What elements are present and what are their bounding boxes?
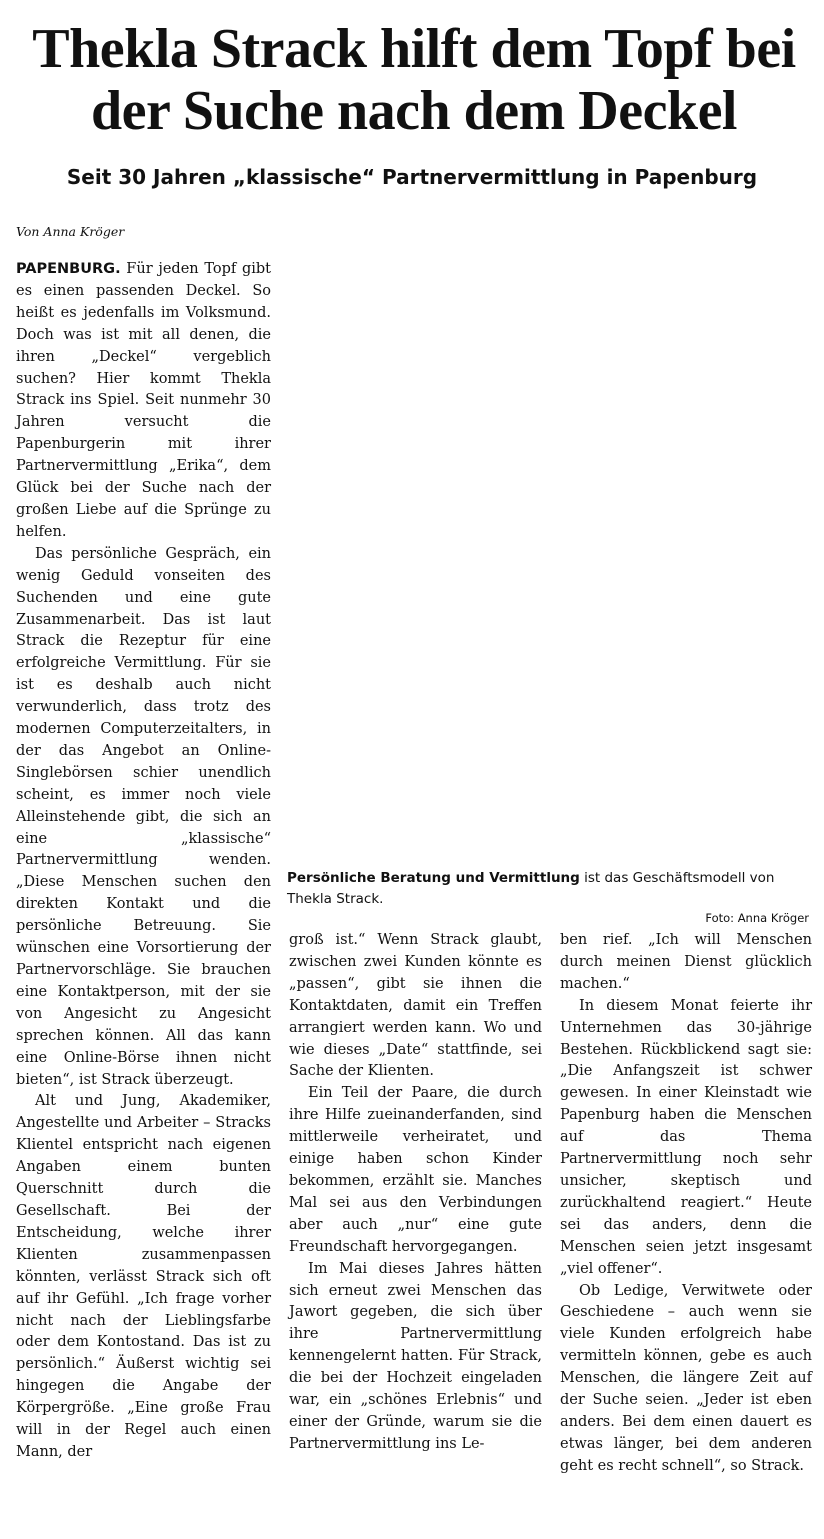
headline: Thekla Strack hilft dem Topf bei der Suche nach dem Deckel — [32, 18, 796, 142]
paragraph-1-text: Für jeden Topf gibt es einen passenden Deckel. So heißt es jedenfalls im Volksmund. Doch was ist mit all denen, die ihren „Deckel“ vergeblich suchen? Hier kommt Thekla Strack ins Spiel. Seit nunmehr 30 Jahren versucht die Papenburgerin mit ihrer Partnervermittlung „Erika“, dem Glück bei der Suche nach der großen Liebe auf die Sprünge zu helfen. — [16, 261, 271, 540]
dateline: PAPENBURG. — [16, 261, 121, 277]
column-2 — [289, 930, 542, 1456]
paragraph-7: ben rief. „Ich will Menschen durch meinen Dienst glücklich machen.“ — [560, 932, 812, 992]
photo-credit: Foto: Anna Kröger — [705, 911, 809, 925]
subheadline: Seit 30 Jahren „klassische“ Partnervermittlung in Papenburg — [66, 165, 758, 189]
article-photo — [287, 220, 809, 865]
byline: Von Anna Kröger — [16, 224, 125, 239]
caption-text: ist das Geschäftsmodell von Thekla Strack. — [287, 870, 775, 907]
paragraph-3: Alt und Jung, Akademiker, Angestellte und Arbeiter – Stracks Klientel entspricht nach eigenen Angaben einem bunten Querschnitt durch die Gesellschaft. Bei der Entscheidung, welche ihrer Klienten zusammenpassen könnten, verlässt Strack sich oft auf ihr Gefühl. „Ich frage vorher nicht nach der Lieblingsfarbe oder dem Kontostand. Das ist zu persönlich.“ Äußerst wichtig sei hingegen die Angabe der Körpergröße. „Eine große Frau will in der Regel auch einen Mann, der — [16, 1093, 271, 1460]
paragraph-4: groß ist.“ Wenn Strack glaubt, zwischen zwei Kunden könnte es „passen“, gibt sie ihnen die Kontaktdaten, damit ein Treffen arrangiert werden kann. Wo und wie dieses „Date“ stattfinde, sei Sache der Klienten. — [289, 932, 542, 1080]
paragraph-9: Ob Ledige, Verwitwete oder Geschiedene – auch wenn sie viele Kunden erfolgreich habe vermitteln können, gebe es auch Menschen, die längere Zeit auf der Suche seien. „Jeder ist eben anders. Bei dem einen dauert es etwas länger, bei dem anderen geht es recht schnell“, so Strack. — [560, 1282, 812, 1474]
paragraph-8: In diesem Monat feierte ihr Unternehmen das 30-jährige Bestehen. Rückblickend sagt sie: „Die Anfangszeit ist schwer gewesen. In einer Kleinstadt wie Papenburg haben die Menschen auf das Thema Partnervermittlung noch sehr unsicher, skeptisch und zurückhaltend reagiert.“ Heute sei das anders, denn die Menschen seien jetzt insgesamt „viel offener“. — [560, 997, 812, 1277]
column-1 — [16, 259, 271, 1464]
column-3 — [560, 930, 812, 1478]
paragraph-6: Im Mai dieses Jahres hätten sich erneut zwei Menschen das Jawort gegeben, die sich über ihre Partnervermittlung kennengelernt hatten. Für Strack, die bei der Hochzeit eingeladen war, ein „schönes Erlebnis“ und einer der Gründe, warum sie die Partnervermittlung ins Le- — [289, 1260, 542, 1452]
photo-caption — [287, 868, 809, 926]
paragraph-2: Das persönliche Gespräch, ein wenig Geduld vonseiten des Suchenden und eine gute Zusammenarbeit. Das ist laut Strack die Rezeptur für eine erfolgreiche Vermittlung. Für sie ist es deshalb auch nicht verwunderlich, dass trotz des modernen Computerzeitalters, in der das Angebot an Online-Singlebörsen schier unendlich scheint, es immer noch viele Alleinstehende gibt, die sich an eine „klassische“ Partnervermittlung wenden. „Diese Menschen suchen den direkten Kontakt und die persönliche Betreuung. Sie wünschen eine Vorsortierung der Partnervorschläge. Sie brauchen eine Kontaktperson, mit der sie von Angesicht zu Angesicht sprechen können. All das kann eine Online-Börse ihnen nicht bieten“, ist Strack überzeugt. — [16, 545, 271, 1088]
paragraph-5: Ein Teil der Paare, die durch ihre Hilfe zueinanderfanden, sind mittlerweile verheiratet, und einige haben schon Kinder bekommen, erzählt sie. Manches Mal sei aus den Verbindungen aber auch „nur“ eine gute Freundschaft hervorgegangen. — [289, 1085, 542, 1255]
paragraph-1 — [16, 259, 271, 544]
caption-lead: Persönliche Beratung und Vermittlung — [287, 870, 580, 886]
